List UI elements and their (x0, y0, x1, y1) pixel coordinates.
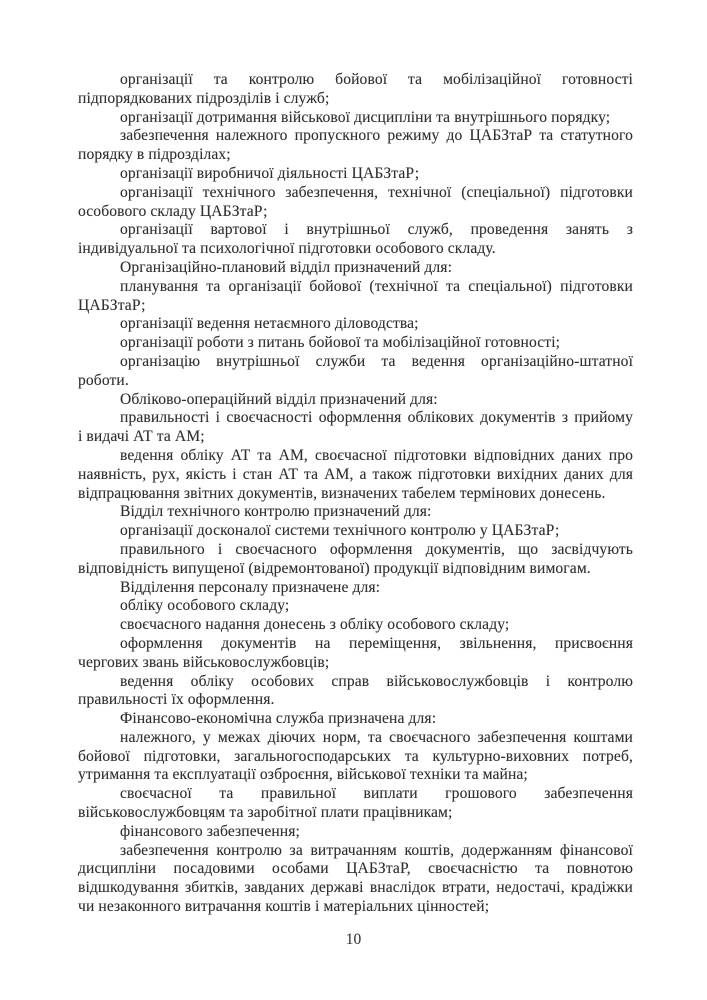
paragraph (78, 353, 633, 391)
page-number: 10 (345, 931, 362, 948)
text-line: своєчасного надання донесень з обліку особового складу; (120, 616, 510, 634)
paragraph (78, 823, 633, 842)
text-line: роботи. (78, 371, 129, 389)
paragraph (78, 315, 633, 334)
text-line: організації та контролю бойової та мобілізаційної готовності (120, 71, 633, 88)
text-line: оформлення документів на переміщення, звільнення, присвоєння (120, 634, 633, 652)
text-line: організації дотримання військової дисципліни та внутрішнього порядку; (120, 108, 611, 126)
text-line: Організаційно-плановий відділ призначений для: (120, 258, 453, 276)
paragraph (78, 259, 633, 278)
text-line: особового складу ЦАБЗтаР; (78, 202, 268, 220)
paragraph (78, 503, 633, 522)
paragraph (78, 597, 633, 616)
paragraph (78, 842, 633, 917)
text-line: ведення обліку особових справ військовослужбовців і контролю (120, 672, 633, 690)
text-line: Відділ технічного контролю призначений для: (120, 503, 432, 521)
text-line: своєчасної та правильної виплати грошового забезпечення (120, 785, 633, 803)
text-line: організацію внутрішньої служби та ведення організаційно-штатної (120, 352, 633, 370)
text-line: Відділення персоналу призначене для: (120, 578, 381, 596)
paragraph (78, 616, 633, 635)
text-line: організації виробничої діяльності ЦАБЗтаР; (120, 164, 420, 182)
paragraph (78, 71, 633, 109)
text-line: відпрацювання звітних документів, визначених табелем термінових донесень. (78, 484, 606, 502)
paragraph (78, 165, 633, 184)
text-line: забезпечення належного пропускного режиму до ЦАБЗтаР та статутного (120, 127, 633, 145)
paragraph (78, 673, 633, 711)
text-line: наявність, рух, якість і стан АТ та АМ, а також підготовки вихідних даних для (78, 465, 633, 483)
paragraph (78, 541, 633, 579)
paragraph (78, 710, 633, 729)
paragraph (78, 635, 633, 673)
text-line: утримання та експлуатації озброєння, військової техніки та майна; (78, 766, 528, 784)
text-line: Обліково-операційний відділ призначений для: (120, 390, 438, 408)
paragraph (78, 409, 633, 447)
text-block (78, 71, 633, 917)
text-line: організації вартової і внутрішньої служб, проведення занять з (120, 221, 633, 239)
text-line: індивідуальної та психологічної підготовки особового складу. (78, 240, 496, 258)
paragraph (78, 579, 633, 598)
text-line: дисципліни посадовими особами ЦАБЗтаР, своєчасністю та повнотою (78, 860, 633, 878)
text-line: правильності їх оформлення. (78, 691, 275, 709)
text-line: фінансового забезпечення; (120, 822, 300, 840)
paragraph (78, 522, 633, 541)
text-line: організації ведення нетаємного діловодства; (120, 315, 419, 333)
text-line: і видачі АТ та АМ; (78, 428, 205, 446)
text-line: ЦАБЗтаР; (78, 296, 146, 314)
paragraph (78, 391, 633, 410)
text-line: відповідність випущеної (відремонтованої) продукції відповідним вимогам. (78, 559, 591, 577)
text-line: порядку в підрозділах; (78, 146, 231, 164)
text-line: бойової підготовки, загальногосподарських та культурно-виховних потреб, (78, 747, 633, 765)
paragraph (78, 221, 633, 259)
paragraph (78, 109, 633, 128)
text-line: належного, у межах діючих норм, та своєчасного забезпечення коштами (120, 728, 633, 746)
text-line: обліку особового складу; (120, 597, 290, 615)
text-line: організації роботи з питань бойової та мобілізаційної готовності; (120, 334, 561, 352)
text-line: організації технічного забезпечення, технічної (спеціальної) підготовки (120, 183, 633, 201)
paragraph (78, 184, 633, 222)
paragraph (78, 127, 633, 165)
text-line: військовослужбовцям та заробітної плати працівникам; (78, 804, 453, 822)
text-line: чи незаконного витрачання коштів і матеріальних цінностей; (78, 898, 490, 916)
text-line: чергових звань військовослужбовців; (78, 653, 330, 671)
text-line: підпорядкованих підрозділів і служб; (78, 89, 330, 107)
text-line: відшкодування збитків, завданих державі внаслідок втрати, недостачі, крадіжки (78, 879, 633, 897)
paragraph (78, 278, 633, 316)
paragraph (78, 334, 633, 353)
text-line: планування та організації бойової (технічної та спеціальної) підготовки (120, 277, 633, 295)
paragraph (78, 729, 633, 785)
text-line: організації досконалої системи технічного контролю у ЦАБЗтаР; (120, 522, 560, 540)
text-line: правильного і своєчасного оформлення документів, що засвідчують (120, 540, 633, 558)
text-line: Фінансово-економічна служба призначена для: (120, 710, 437, 728)
text-line: ведення обліку АТ та АМ, своєчасної підготовки відповідних даних про (120, 446, 633, 464)
text-line: правильності і своєчасності оформлення облікових документів з прийому (120, 409, 633, 427)
paragraph (78, 447, 633, 503)
text-line: забезпечення контролю за витрачанням коштів, додержанням фінансової (120, 841, 633, 859)
paragraph (78, 785, 633, 823)
